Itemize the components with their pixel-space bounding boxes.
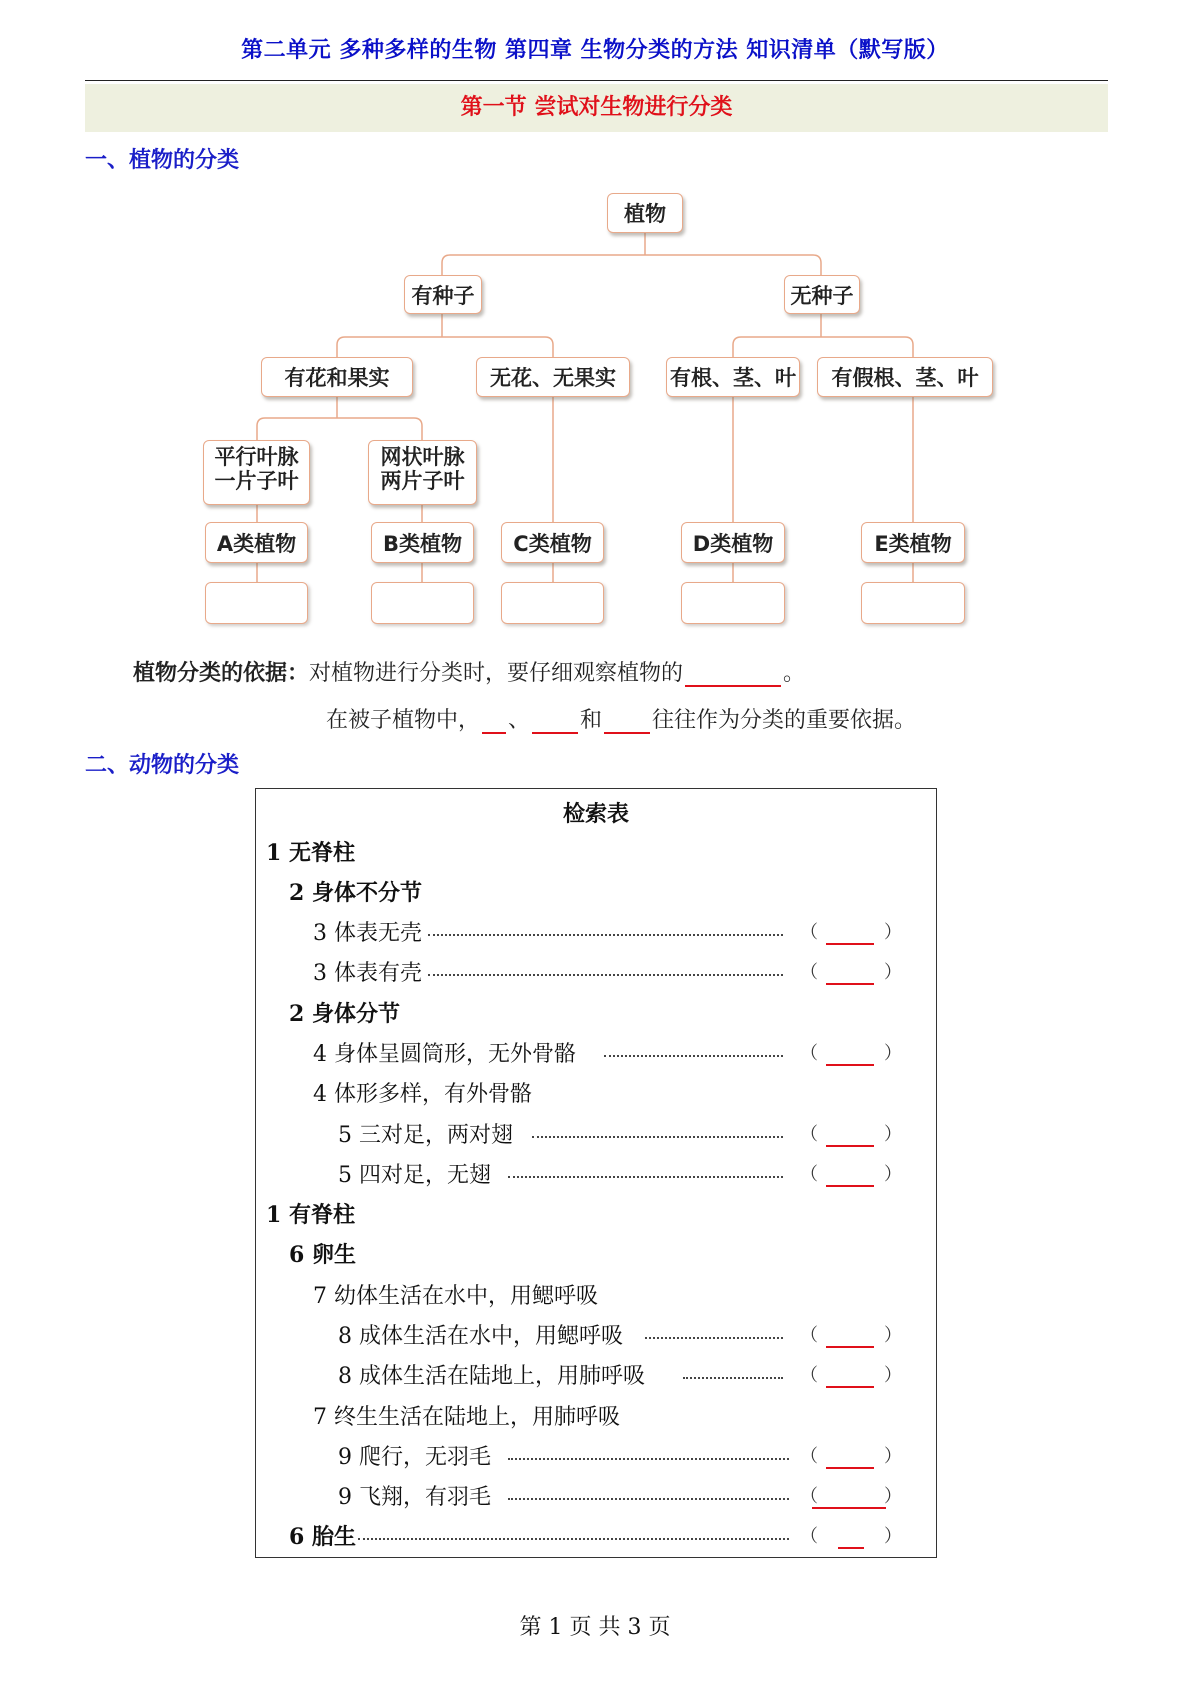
key-row: 9 飞翔，有羽毛	[338, 1485, 491, 1510]
part1-heading: 一、植物的分类	[85, 148, 240, 173]
key-row: 9 爬行，无羽毛	[338, 1445, 491, 1470]
document-title: 第二单元 多种多样的生物 第四章 生物分类的方法 知识清单（默写版）	[241, 38, 949, 63]
basis-text-2a: 在被子植物中，	[326, 708, 481, 733]
parallel-veins-label: 平行叶脉	[214, 445, 299, 469]
paren-open: （	[800, 1124, 818, 1145]
basis-blank-4[interactable]	[604, 708, 650, 734]
paren-close: ）	[884, 1164, 902, 1185]
section-title: 第一节 尝试对生物进行分类	[460, 95, 733, 120]
key-row: 7 幼体生活在水中，用鳃呼吸	[313, 1284, 598, 1309]
basis-line-1	[133, 656, 805, 687]
key-answer-blank[interactable]	[826, 983, 874, 985]
key-row: 2 身体不分节	[289, 880, 422, 906]
leader-dots	[508, 1498, 789, 1500]
key-answer-blank[interactable]	[838, 1547, 864, 1549]
key-answer-blank[interactable]	[812, 1507, 886, 1509]
paren-close: ）	[884, 1365, 902, 1386]
basis-sep: 、	[508, 708, 531, 733]
tree-node-net-veins	[368, 440, 477, 505]
key-row: 8 成体生活在陆地上，用肺呼吸	[338, 1364, 645, 1389]
paren-close: ）	[884, 962, 902, 983]
paren-close: ）	[884, 1325, 902, 1346]
paren-open: （	[800, 1526, 818, 1547]
key-title: 检索表	[562, 801, 629, 827]
key-answer-blank[interactable]	[826, 1346, 874, 1348]
leader-dots	[604, 1055, 783, 1057]
key-row: 4 体形多样，有外骨骼	[313, 1082, 532, 1107]
tree-node-class-d: D类植物	[681, 522, 785, 563]
basis-line-2	[326, 703, 916, 734]
key-row: 3 体表无壳	[313, 921, 422, 946]
basis-blank-3[interactable]	[532, 708, 578, 734]
key-row: 2 身体分节	[289, 1001, 400, 1027]
key-answer-blank[interactable]	[826, 943, 874, 945]
tree-node-no-flower-fruit: 无花、无果实	[476, 357, 630, 397]
net-veins-label: 网状叶脉	[380, 445, 465, 469]
tree-node-fake-root: 有假根、茎、叶	[817, 357, 993, 397]
paren-open: （	[800, 1365, 818, 1386]
key-answer-blank[interactable]	[826, 1145, 874, 1147]
leader-dots	[358, 1538, 789, 1540]
leader-dots	[532, 1136, 783, 1138]
tree-node-root-stem-leaf: 有根、茎、叶	[666, 357, 800, 397]
paren-open: （	[800, 1043, 818, 1064]
answer-box-a[interactable]	[205, 582, 308, 624]
basis-text-1: 对植物进行分类时，要仔细观察植物的	[309, 661, 684, 686]
key-answer-blank[interactable]	[826, 1185, 874, 1187]
key-answer-blank[interactable]	[826, 1064, 874, 1066]
basis-label: 植物分类的依据：	[133, 660, 310, 686]
tree-node-flower-fruit: 有花和果实	[261, 357, 413, 397]
leader-dots	[645, 1337, 783, 1339]
basis-blank-2[interactable]	[482, 708, 506, 734]
key-row: 1 有脊柱	[266, 1202, 355, 1228]
leader-dots	[508, 1176, 783, 1178]
key-row: 8 成体生活在水中，用鳃呼吸	[338, 1324, 623, 1349]
paren-open: （	[800, 922, 818, 943]
part2-heading: 二、动物的分类	[85, 753, 240, 778]
answer-box-c[interactable]	[501, 582, 604, 624]
key-row: 6 卵生	[289, 1242, 356, 1268]
leader-dots	[683, 1377, 783, 1379]
answer-box-b[interactable]	[371, 582, 474, 624]
paren-close: ）	[884, 1043, 902, 1064]
page-footer: 第 1 页 共 3 页	[519, 1615, 671, 1640]
key-row: 7 终生生活在陆地上，用肺呼吸	[313, 1405, 620, 1430]
tree-node-no-seed: 无种子	[784, 275, 860, 314]
paren-close: ）	[884, 922, 902, 943]
key-row: 4 身体呈圆筒形，无外骨骼	[313, 1042, 576, 1067]
key-row: 5 三对足，两对翅	[338, 1123, 513, 1148]
basis-text-2c: 往往作为分类的重要依据。	[652, 708, 917, 733]
paren-close: ）	[884, 1486, 902, 1507]
paren-open: （	[800, 1164, 818, 1185]
tree-node-seed: 有种子	[404, 275, 482, 314]
leader-dots	[428, 934, 783, 936]
tree-node-class-a: A类植物	[205, 522, 308, 563]
key-row: 5 四对足，无翅	[338, 1163, 491, 1188]
tree-node-parallel-veins	[203, 440, 310, 505]
paren-open: （	[800, 962, 818, 983]
paren-open: （	[800, 1486, 818, 1507]
key-row: 6 胎生	[289, 1524, 356, 1550]
paren-close: ）	[884, 1124, 902, 1145]
basis-blank-1[interactable]	[685, 661, 781, 687]
paren-close: ）	[884, 1446, 902, 1467]
tree-node-class-c: C类植物	[501, 522, 604, 563]
tree-node-plants: 植物	[607, 193, 683, 233]
paren-close: ）	[884, 1526, 902, 1547]
one-cotyledon-label: 一片子叶	[214, 469, 299, 493]
key-answer-blank[interactable]	[826, 1467, 874, 1469]
tree-node-class-b: B类植物	[371, 522, 474, 563]
leader-dots	[508, 1458, 789, 1460]
paren-open: （	[800, 1446, 818, 1467]
basis-period: 。	[783, 661, 806, 686]
basis-text-2b: 和	[580, 708, 603, 733]
two-cotyledons-label: 两片子叶	[380, 469, 465, 493]
answer-box-d[interactable]	[681, 582, 785, 624]
answer-box-e[interactable]	[861, 582, 965, 624]
paren-open: （	[800, 1325, 818, 1346]
key-answer-blank[interactable]	[826, 1386, 874, 1388]
key-row: 3 体表有壳	[313, 961, 422, 986]
tree-node-class-e: E类植物	[861, 522, 965, 563]
leader-dots	[428, 974, 783, 976]
key-row: 1 无脊柱	[266, 840, 355, 866]
